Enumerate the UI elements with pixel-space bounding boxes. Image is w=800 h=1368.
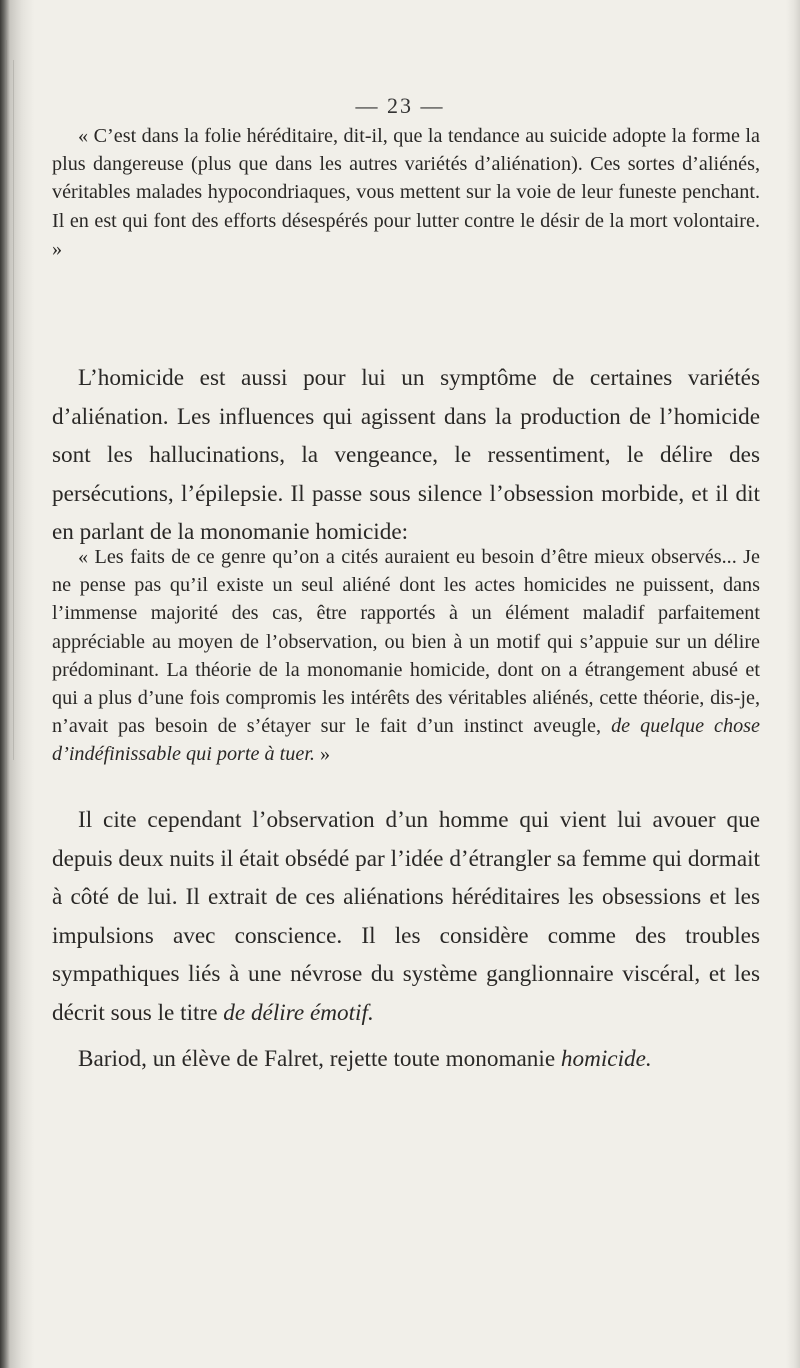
quote-italic-phrase: de quelque chose d’indéfinissable qui porte à tuer. [52,715,760,766]
paragraph-bariod [52,1040,760,1079]
quote-close: » [320,743,331,766]
page-edge [786,0,800,1368]
paragraph-observation [52,801,760,1032]
gutter-crease [13,60,14,760]
bariod-italic-word: homicide. [560,1046,652,1072]
quote-paragraph-monomania [52,543,760,769]
observation-italic-title: de délire émotif. [223,999,374,1026]
quote-text: « Les faits de ce genre qu’on a cités auraient eu besoin d’être mieux observés... Je ne pense pas qu’il existe un seul aliéné dont les actes homicides ne puissent, dans l’immense majorité des cas, être rapportés à un élément maladif parfaitement appréciable au moyen de l’observation, ou bien à un motif qui s’appuie sur un délire prédominant. La théorie de la monomanie homicide, dont on a étrangement abusé et qui a plus d’une fois compromis les intérêts des véritables aliénés, cette théorie, dis-je, n’avait pas besoin de s’étayer sur le fait d’un instinct aveugle, [52,546,760,738]
quote-paragraph-suicide: « C’est dans la folie héréditaire, dit-il, que la tendance au suicide adopte la forme la plus dangereuse (plus que dans les autres variétés d’aliénation). Ces sortes d’aliénés, véritables malades hypocondriaques, vous mettent sur la voie de leur funeste penchant. Il en est qui font des efforts désespérés pour lutter contre le désir de la mort volontaire. » [52,125,760,260]
page-number: — 23 — [355,93,445,118]
gutter-crease-outer [6,40,7,1330]
paragraph-homicide-symptom: L’homicide est aussi pour lui un symptôme de certaines variétés d’aliénation. Les influences qui agissent dans la production de l’homicide sont les hallucinations, la vengeance, le ressentiment, le délire des persécutions, l’épilepsie. Il passe sous silence l’obsession morbide, et il dit en parlant de la monomanie homicide: [52,365,760,545]
observation-text: Il cite cependant l’observation d’un homme qui vient lui avouer que depuis deux nuits il était obsédé par l’idée d’étrangler sa femme qui dormait à côté de lui. Il extrait de ces aliénations héréditaires les obsessions et les impulsions avec conscience. Il les considère comme des troubles sympathiques liés à une névrose du système ganglionnaire viscéral, et les décrit sous le titre [52,807,760,1026]
bariod-text: Bariod, un élève de Falret, rejette toute monomanie [78,1046,556,1072]
